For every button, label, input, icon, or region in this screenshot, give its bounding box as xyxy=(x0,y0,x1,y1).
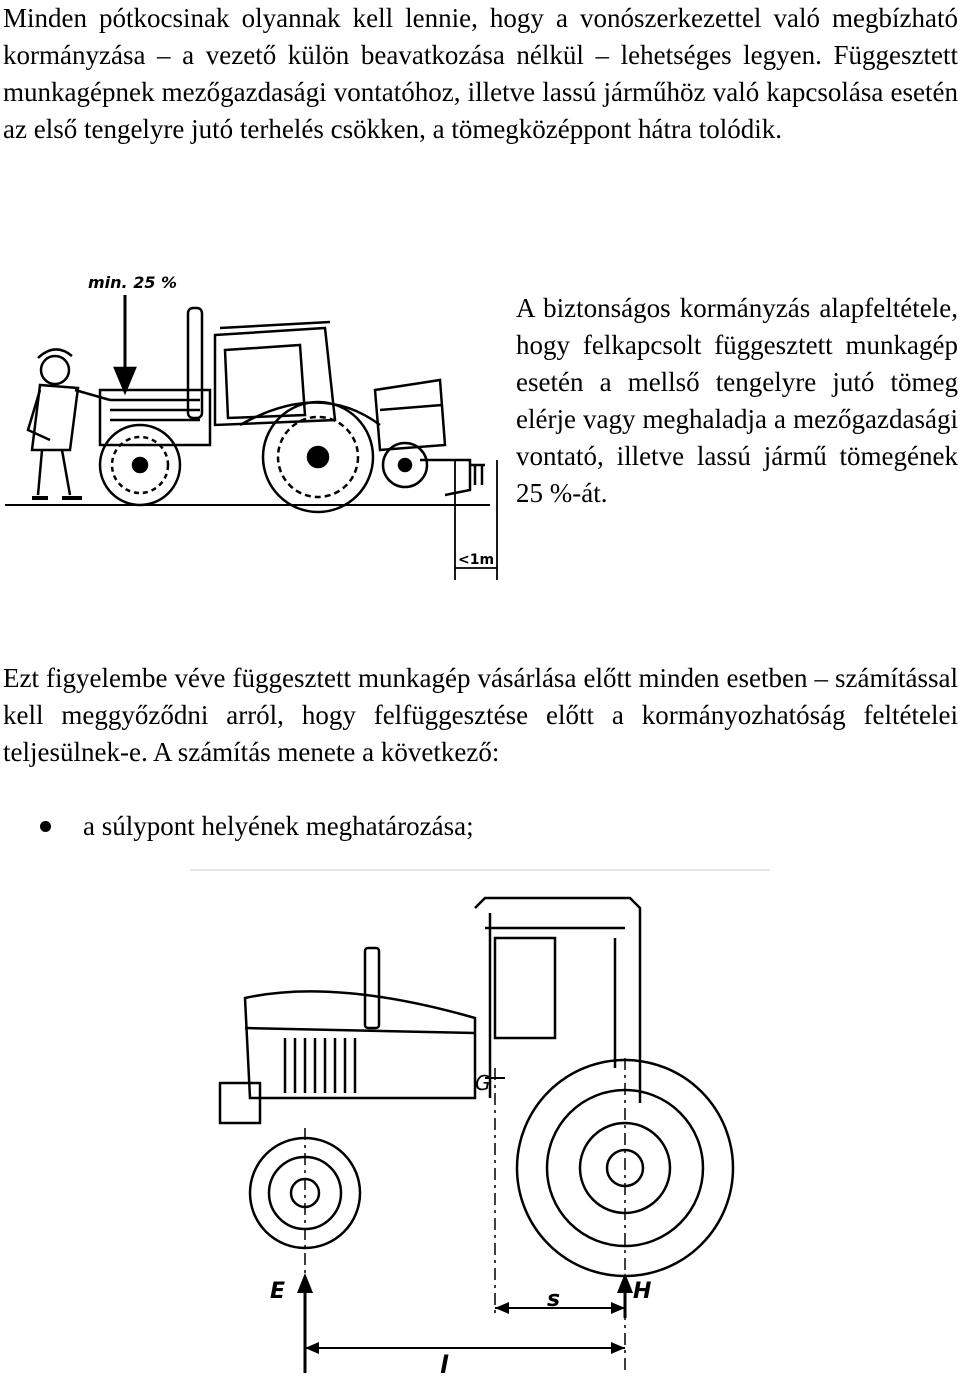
l-label: l xyxy=(440,1351,449,1379)
bullet-icon xyxy=(40,821,51,832)
tractor-axle-diagram xyxy=(185,868,775,1388)
bullet-text: a súlypont helyének meghatározása; xyxy=(83,811,474,841)
tractor-implement-illustration xyxy=(0,250,500,585)
e-label: E xyxy=(270,1279,286,1304)
s-label: s xyxy=(547,1287,561,1312)
distance-label: <1m xyxy=(458,552,495,568)
h-label: H xyxy=(633,1279,652,1304)
figure-caption: A biztonságos kormányzás alapfeltétele, hogy felkapcsolt függesztett munkagép esetén a mellső tengelyre jutó tömeg elérje vagy meghaladja a mezőgazdasági vontató, illetve lassú jármű tömegének 25 %-át. xyxy=(516,293,958,508)
intro-paragraph: Minden pótkocsinak olyannak kell lennie, hogy a vonószerkezettel való megbízható kormányzása – a vezető külön beavatkozása nélkül – lehetséges legyen. Függesztett munkagépnek mezőgazdasági vontatóhoz, illetve lassú járműhöz való kapcsolása esetén az első tengelyre jutó terhelés csökken, a tömegközéppont hátra tolódik. xyxy=(3,3,958,144)
g-label: G xyxy=(475,1071,491,1095)
bullet-item xyxy=(40,808,474,845)
min-label: min. 25 % xyxy=(88,273,178,292)
calculation-paragraph: Ezt figyelembe véve függesztett munkagép vásárlása előtt minden esetben – számítással kell meggyőződni arról, hogy felfüggesztése előtt a kormányozhatóság feltételei teljesülnek-e. A számítás menete a következő: xyxy=(3,663,958,767)
